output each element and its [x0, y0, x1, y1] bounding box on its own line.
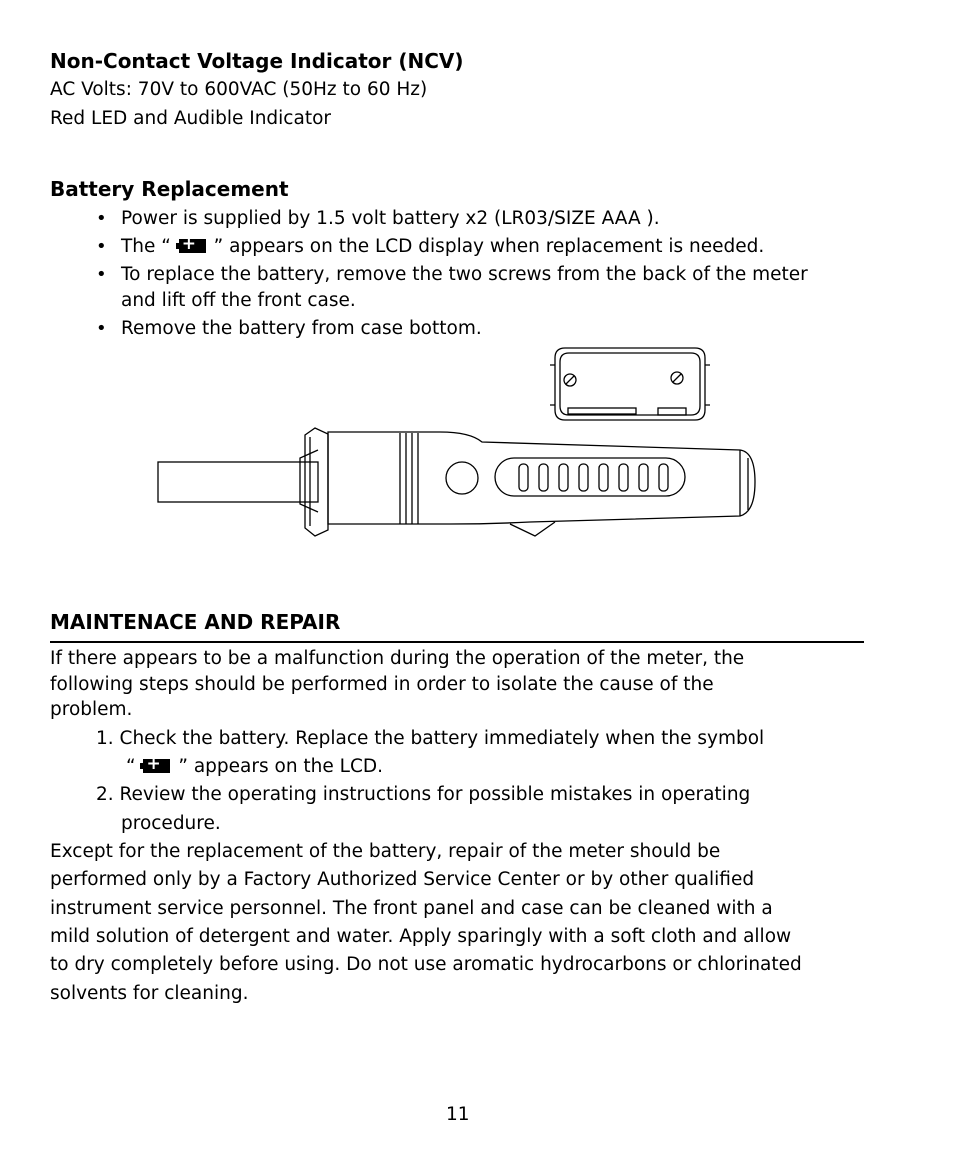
ncv-heading: Non-Contact Voltage Indicator (NCV) [50, 49, 464, 73]
step-1-line-2: “ + ” appears on the LCD. [126, 755, 383, 779]
bullet-dot: • [96, 208, 107, 229]
maintenance-intro-line-1: If there appears to be a malfunction during the operation of the meter, the [50, 648, 745, 669]
bullet-dot: • [96, 264, 107, 285]
battery-cover-drawing [550, 348, 710, 420]
maintenance-intro-line-2: following steps should be performed in order to isolate the cause of the [50, 674, 714, 695]
repair-paragraph-line-3: instrument service personnel. The front panel and case can be cleaned with a [50, 898, 773, 919]
meter-body-drawing [158, 428, 755, 536]
bullet-dot: • [96, 318, 107, 339]
battery-bullet-2: The “ + ” appears on the LCD display when replacement is needed. [121, 235, 764, 259]
battery-bullet-3-line-1: To replace the battery, remove the two screws from the back of the meter [121, 264, 808, 285]
battery-low-icon [143, 759, 170, 773]
step-2-line-2: procedure. [121, 813, 221, 834]
battery-bullet-1: Power is supplied by 1.5 volt battery x2 (LR03/SIZE AAA ). [121, 208, 660, 229]
maintenance-intro-line-3: problem. [50, 699, 133, 720]
bullet-dot: • [96, 236, 107, 257]
heading-divider [50, 641, 864, 643]
battery-bullet-4: Remove the battery from case bottom. [121, 318, 482, 339]
battery-bullet-3-line-2: and lift off the front case. [121, 290, 356, 311]
step-2-line-1: 2. Review the operating instructions for possible mistakes in operating [96, 784, 751, 805]
repair-paragraph-line-4: mild solution of detergent and water. Apply sparingly with a soft cloth and allow [50, 926, 792, 947]
battery-heading: Battery Replacement [50, 177, 289, 201]
repair-paragraph-line-6: solvents for cleaning. [50, 983, 249, 1004]
repair-paragraph-line-5: to dry completely before using. Do not use aromatic hydrocarbons or chlorinated [50, 954, 802, 975]
meter-illustration [150, 340, 770, 570]
page-number: 11 [446, 1104, 470, 1125]
repair-paragraph-line-2: performed only by a Factory Authorized Service Center or by other qualified [50, 869, 755, 890]
repair-paragraph-line-1: Except for the replacement of the battery, repair of the meter should be [50, 841, 721, 862]
ncv-spec-volts: AC Volts: 70V to 600VAC (50Hz to 60 Hz) [50, 79, 428, 100]
maintenance-heading: MAINTENACE AND REPAIR [50, 610, 341, 634]
ncv-spec-indicator: Red LED and Audible Indicator [50, 108, 331, 129]
battery-low-icon [179, 239, 206, 253]
step-1-line-1: 1. Check the battery. Replace the battery immediately when the symbol [96, 728, 765, 749]
